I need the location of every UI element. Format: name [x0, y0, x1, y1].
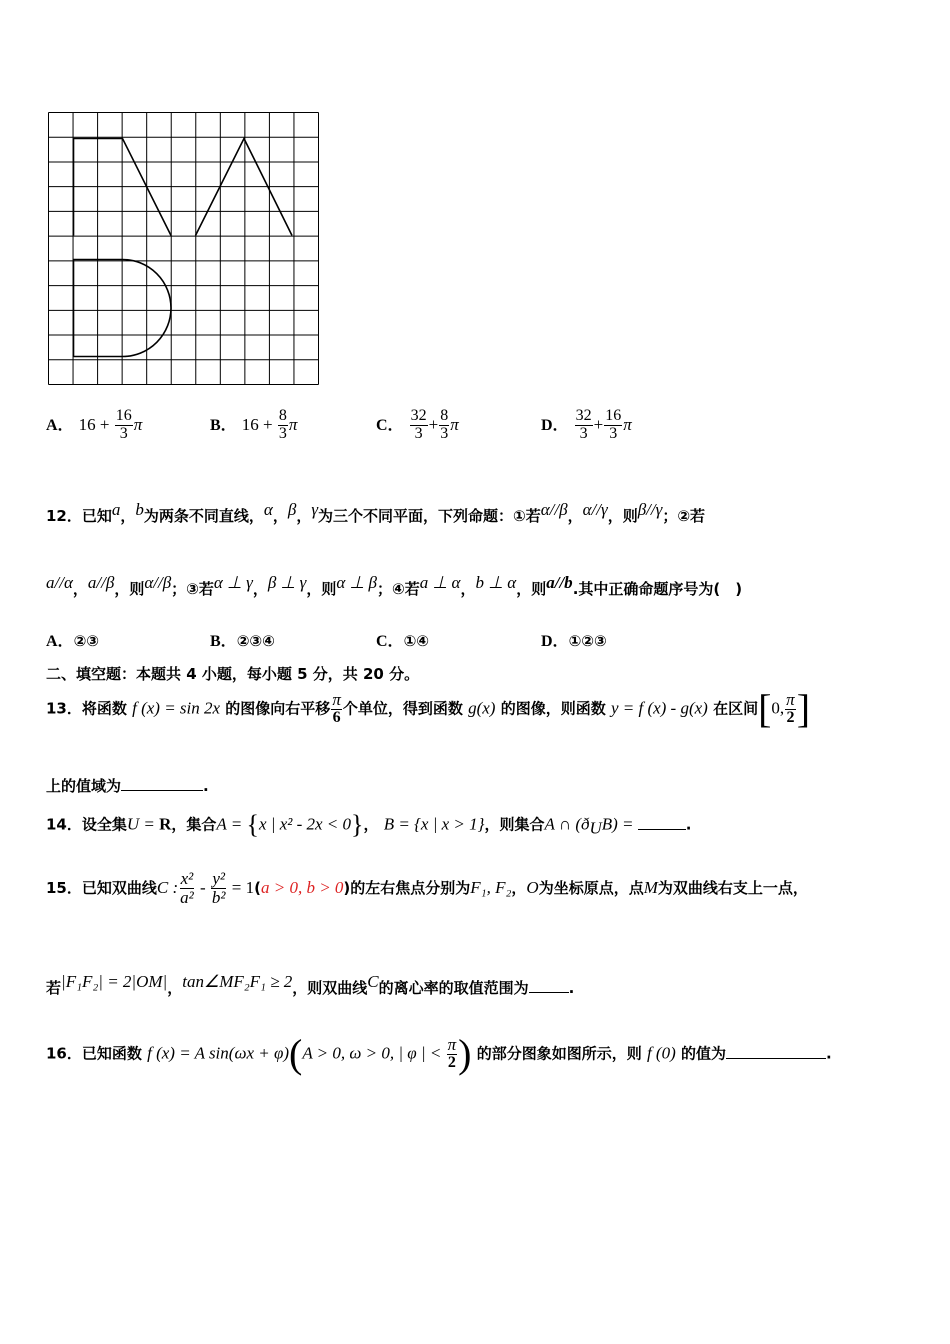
q11-option-b[interactable]	[210, 408, 297, 443]
x2-over-a2: $\frac{\text{x²}}{\text{a²}}$	[180, 869, 194, 907]
option-label: A．	[46, 416, 74, 434]
answer-blank[interactable]	[121, 790, 203, 791]
option-fraction: $\frac{16}{3}$	[115, 407, 132, 442]
q12-option-b[interactable]: B．②③④	[210, 632, 275, 650]
q16-line: 16．已知函数 f (x) = A sin(ωx + φ)(A > 0, ω > 0, | φ | < $\frac{\pi}{2}$ ) 的部分图象如图所示，则 f (0) 的值为 .	[46, 1031, 832, 1076]
shift-fraction: $\frac{\pi}{6}$	[332, 690, 341, 727]
pi-symbol: π	[623, 414, 632, 434]
option-label: C．	[376, 416, 404, 434]
option-fraction-1: $\frac{32}{3}$	[575, 407, 592, 442]
answer-blank[interactable]	[529, 992, 569, 993]
q11-option-c[interactable]	[376, 408, 459, 443]
option-fraction-2: $\frac{16}{3}$	[605, 407, 622, 442]
q11-option-d[interactable]	[541, 408, 632, 443]
option-fraction-2: $\frac{8}{3}$	[440, 407, 449, 442]
q13-line-2: 上的值域为 .	[46, 777, 209, 795]
pi-symbol: π	[450, 414, 459, 434]
interval-fraction: $\frac{\pi}{2}$	[786, 690, 795, 727]
grid-figure	[47, 111, 320, 386]
option-fraction: $\frac{8}{3}$	[278, 407, 287, 442]
q12-line-1: 12．已知$^a$，$^b$为两条不同直线，$^\alpha$，$^\beta$，$^\gamma$为三个不同平面，下列命题：①若$^{\alpha//\beta}$，$^{\alpha//\gamma}$，则$^{\beta//\gamma}$；②若	[46, 500, 706, 525]
option-expr-prefix: 16 +	[78, 414, 114, 434]
option-label: B．	[210, 416, 237, 434]
q12-option-c[interactable]: C．①④	[376, 632, 429, 650]
q15-line-2: 若$^{|F_1F_2| = 2|OM|}$，$^{tan\angle MF_2F_1 \ge 2}$，则双曲线$^C$的离心率的取值范围为 .	[46, 972, 575, 997]
plus-sign: +	[428, 414, 439, 434]
pi-symbol: π	[288, 414, 298, 434]
pi-symbol: π	[133, 414, 143, 434]
plus-sign: +	[593, 414, 604, 434]
q12-line-2: $^{a//\alpha}$，$^{a//\beta}$，则$^{\alpha//\beta}$；③若$^{\alpha \perp \gamma}$，$^{\beta \perp \gamma}$，则$^{\alpha \perp \beta}$；④若$^{a \perp \alpha}$，$^{b \perp \alpha}$，则$^{a//b}$.其中正确命题序号为( )	[46, 573, 743, 598]
q13-line-1: 13．将函数 f (x) = sin 2x 的图像向右平移 $\frac{\pi}{6}$ 个单位，得到函数 g(x) 的图像，则函数 y = f (x) - g(x) 在区间[0, $\frac{\pi}{2}$ ]	[46, 686, 811, 731]
q15-line-1: 15．已知双曲线C : $\frac{\text{x²}}{\text{a²}}$ - $\frac{\text{y²}}{\text{b²}}$ = 1(a > 0, b > 0)的左右焦点分别为F₁, F₂，O为坐标原点，点M为双曲线右支上一点，	[46, 869, 808, 907]
answer-blank[interactable]	[638, 829, 686, 830]
q12-option-d[interactable]: D．①②③	[541, 632, 607, 650]
condition-red: a > 0, b > 0	[260, 877, 344, 897]
pi-over-2: $\frac{\pi}{2}$	[447, 1035, 457, 1072]
y2-over-b2: $\frac{\text{y²}}{\text{b²}}$	[211, 869, 226, 907]
section-title: 二、填空题：本题共 4 小题，每小题 5 分，共 20 分。	[46, 665, 420, 683]
option-fraction-1: $\frac{32}{3}$	[410, 407, 427, 442]
q11-option-a[interactable]	[46, 408, 142, 443]
option-expr-prefix: 16 +	[241, 414, 277, 434]
option-label: D．	[541, 416, 569, 434]
q14-line: 14．设全集U = R，集合A = {x | x² - 2x < 0}， B = {x | x > 1}，则集合A ∩ $(ð_UB)$ = .	[46, 810, 692, 839]
answer-blank[interactable]	[726, 1058, 826, 1059]
q12-option-a[interactable]: A．②③	[46, 632, 99, 650]
